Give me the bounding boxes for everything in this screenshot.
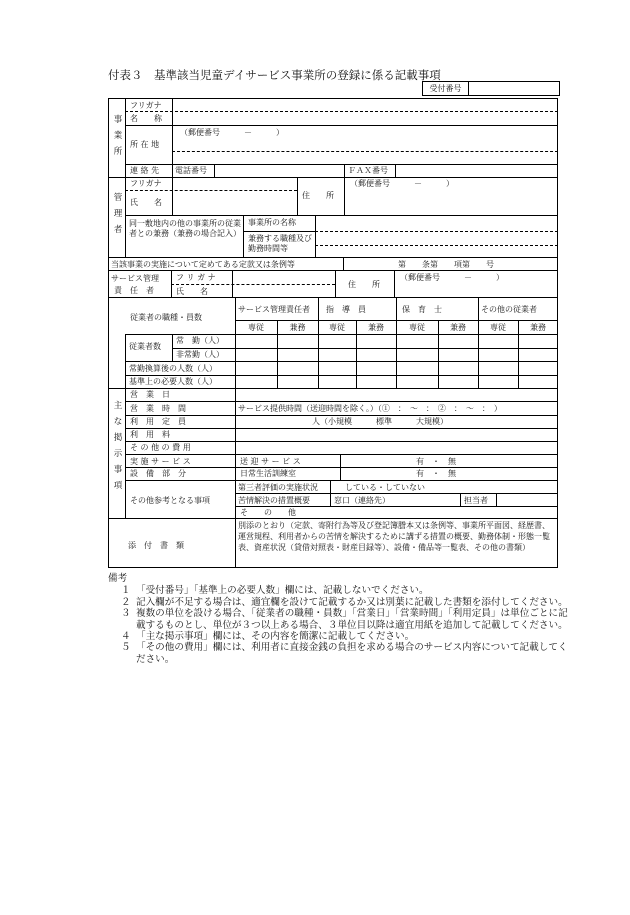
staff-row-line (125, 334, 558, 335)
staff-row-line (125, 361, 558, 362)
business-hours-label: 営 業 時 間 (130, 404, 186, 413)
reference-row-line (235, 493, 558, 494)
service-manager-postal-text: （郵便番号 － ） (400, 273, 504, 282)
manager-furigana-line (125, 190, 297, 191)
manager-address-divider (297, 177, 298, 215)
staff-fulltime-label: 常 勤（人） (176, 336, 224, 345)
staff-col-service-manager: サービス管理責任者 (238, 305, 310, 314)
office-row-line (125, 164, 558, 165)
main-row-line (125, 428, 558, 429)
attachment-text: 別添のとおり（定款、寄附行為等及び登記簿謄本又は条例等、事業所平面図、経歴書、運営規程、利用者からの苦情を解決するために講ずる措置の概要、勤務体制・形態一覧表、資産状況（貸借対照表・財産目録等）、設備・備品等一覧表、その他の書類） (238, 521, 550, 552)
office-fax-label: ＦＡＸ番号 (348, 166, 388, 175)
staff-header-line (235, 320, 558, 321)
service-manager-furigana-label: フ リ ガ ナ (176, 273, 216, 282)
regulation-value: 第 条第 項第 号 (398, 260, 494, 269)
section-col-divider (125, 99, 126, 257)
section-line (108, 257, 558, 258)
main-items-section-label: 主な掲示事項 (113, 401, 123, 491)
staff-count-label: 従業者数 (129, 342, 161, 351)
office-furigana-line (125, 111, 558, 112)
person-label: 担当者 (464, 496, 488, 505)
business-days-label: 営 業 日 (130, 390, 170, 399)
reference-row-line (235, 506, 558, 507)
staff-row-line (125, 375, 558, 376)
section-line (108, 297, 558, 298)
service-manager-address-label: 住 所 (348, 280, 380, 289)
service-label: 実 施 サ ー ビ ス (130, 457, 191, 466)
concurrent-divider (243, 215, 244, 257)
staff-sub-concurrent: 兼務 (450, 323, 466, 332)
service-manager-furigana-line (171, 284, 335, 285)
manager-row-line (125, 215, 558, 216)
daily-training-yes-no: 有 ・ 無 (416, 469, 456, 478)
concurrent-dash-line (315, 231, 558, 232)
service-manager-divider (232, 270, 233, 297)
note-item: １ 「受付番号」「基準上の必要人数」欄には、記載しないでください。 (121, 585, 429, 597)
manager-address-label: 住 所 (302, 191, 334, 200)
note-item: ５ 「その他の費用」欄には、利用者に直接金銭の負担を求める場合のサービス内容について記載してください。 (121, 642, 568, 665)
attachment-divider (235, 518, 236, 568)
capacity-value: 人（小規模 標準 大規模） (312, 417, 448, 426)
staff-row-line (172, 348, 558, 349)
manager-office-name-label: 事業所の名称 (248, 218, 296, 227)
staff-type-label: 従業者の職種・員数 (130, 313, 202, 322)
staff-parttime-label: 非常勤（人） (176, 350, 224, 359)
main-items-label-divider (235, 388, 236, 518)
person-divider (496, 493, 497, 506)
business-hours-value: サービス提供時間（送迎時間を除く。）（① ： ～ ： ② ： ～ ： ） (238, 404, 502, 413)
office-address-line (172, 151, 558, 152)
notes-heading: 備考 (108, 573, 128, 584)
main-row-line (125, 467, 558, 468)
manager-postal-text: （郵便番号 － ） (350, 179, 454, 188)
attachment-label: 添 付 書 類 (128, 541, 184, 550)
concurrent-dash-line (315, 245, 558, 246)
service-manager-label-1: サービス管理 (111, 274, 159, 283)
staff-col-other: その他の従業者 (481, 305, 537, 314)
manager-concurrent-text: 同一敷地内の他の事業所の従業者との兼務（兼務の場合記入） (129, 219, 241, 238)
reference-label: その他参考となる事項 (130, 496, 210, 505)
main-row-line (125, 415, 558, 416)
office-name-label: 名 称 (130, 114, 162, 123)
note-item: ４ 「主な掲示事項」欄には、その内容を簡潔に記載してください。 (121, 631, 415, 643)
staff-col-instructor: 指 導 員 (326, 305, 366, 314)
staff-col-nursery: 保 育 士 (402, 305, 442, 314)
staff-sub-concurrent: 兼務 (530, 323, 546, 332)
staff-sub-fulltime: 専従 (248, 323, 264, 332)
form-title: 付表３ 基準該当児童デイサービス事業所の登録に係る記載事項 (108, 68, 441, 82)
transport-label: 送 迎 サ ー ビ ス (240, 457, 301, 466)
office-row-line (125, 125, 558, 126)
fax-divider (344, 164, 345, 177)
complaint-label: 苦情解決の措置概要 (238, 496, 310, 505)
staff-fte-label: 常勤換算後の人数（人） (129, 364, 217, 373)
third-party-label: 第三者評価の実施状況 (238, 483, 318, 492)
manager-duty-hours-text: 兼務する職種及び勤務時間等 (248, 234, 312, 253)
receipt-number-label: 受付番号 (423, 82, 469, 95)
main-row-line (125, 480, 558, 481)
manager-address-divider (344, 177, 345, 215)
main-row-line (125, 441, 558, 442)
note-item: ２ 記入欄が不足する場合は、適宜欄を設けて記載するか又は別葉に記載した書類を添付してください。 (121, 596, 568, 608)
staff-sub-concurrent: 兼務 (289, 323, 306, 332)
service-manager-address-divider (394, 270, 395, 297)
manager-duty-hours-label (248, 234, 314, 254)
other-cost-label: そ の 他 の 費 用 (130, 443, 191, 452)
manager-section-label: 管理者 (113, 193, 123, 235)
regulation-divider (343, 257, 344, 270)
daily-training-label: 日常生活訓練室 (240, 469, 296, 478)
office-contact-label: 連 絡 先 (130, 166, 160, 175)
staff-sub-fulltime: 専従 (329, 323, 345, 332)
manager-name-label: 氏 名 (130, 198, 162, 207)
office-address-label: 所 在 地 (130, 140, 160, 149)
service-manager-address-divider (335, 270, 336, 297)
section-col-divider (125, 388, 126, 518)
receipt-number-box (422, 81, 560, 96)
other-label: そ の 他 (240, 508, 296, 517)
fax-divider (395, 164, 396, 177)
manager-concurrent-label (129, 219, 241, 239)
section-line (108, 518, 558, 519)
capacity-label: 利 用 定 員 (130, 417, 186, 426)
main-row-line (125, 401, 558, 402)
staff-sub-fulltime: 専従 (409, 323, 425, 332)
manager-furigana-label: フリガナ (130, 179, 162, 188)
section-line (108, 270, 558, 271)
section-line (108, 388, 558, 389)
service-manager-label-2: 責 任 者 (114, 286, 154, 295)
note-item: ３ 複数の単位を設ける場合、「従業者の職種・員数」「営業日」「営業時間」「利用定員」は単位ごとに記載するものとし、単位が３つ以上ある場合、３単位目以降は適宜用紙を追加して記載してください。 (121, 608, 568, 631)
office-postal-text: （郵便番号 － ） (180, 128, 284, 137)
phone-divider (214, 164, 215, 177)
concurrent-divider (315, 215, 316, 257)
staff-required-label: 基準上の必要人数（人） (129, 377, 217, 386)
main-row-line (125, 454, 558, 455)
equipment-label: 設 備 部 分 (130, 469, 186, 478)
complaint-window: 窓口（連絡先） (334, 496, 390, 505)
third-party-value: している・していない (345, 483, 425, 492)
fee-label: 利 用 料 (130, 430, 170, 439)
concurrent-row-line (243, 231, 315, 232)
office-section-label: 事業所 (113, 115, 123, 157)
manager-label-divider (172, 177, 173, 215)
service-manager-name-label: 氏 名 (176, 287, 208, 296)
section-line (108, 177, 558, 178)
person-divider (460, 493, 461, 506)
notes-section (108, 573, 568, 665)
staff-sub-concurrent: 兼務 (368, 323, 384, 332)
regulation-label: 当該事業の実施について定めてある定款又は条例等 (111, 260, 295, 269)
staff-sub-fulltime: 専従 (490, 323, 506, 332)
office-phone-label: 電話番号 (175, 166, 207, 175)
transport-yes-no: 有 ・ 無 (416, 457, 456, 466)
office-furigana-label: フリガナ (130, 101, 162, 110)
